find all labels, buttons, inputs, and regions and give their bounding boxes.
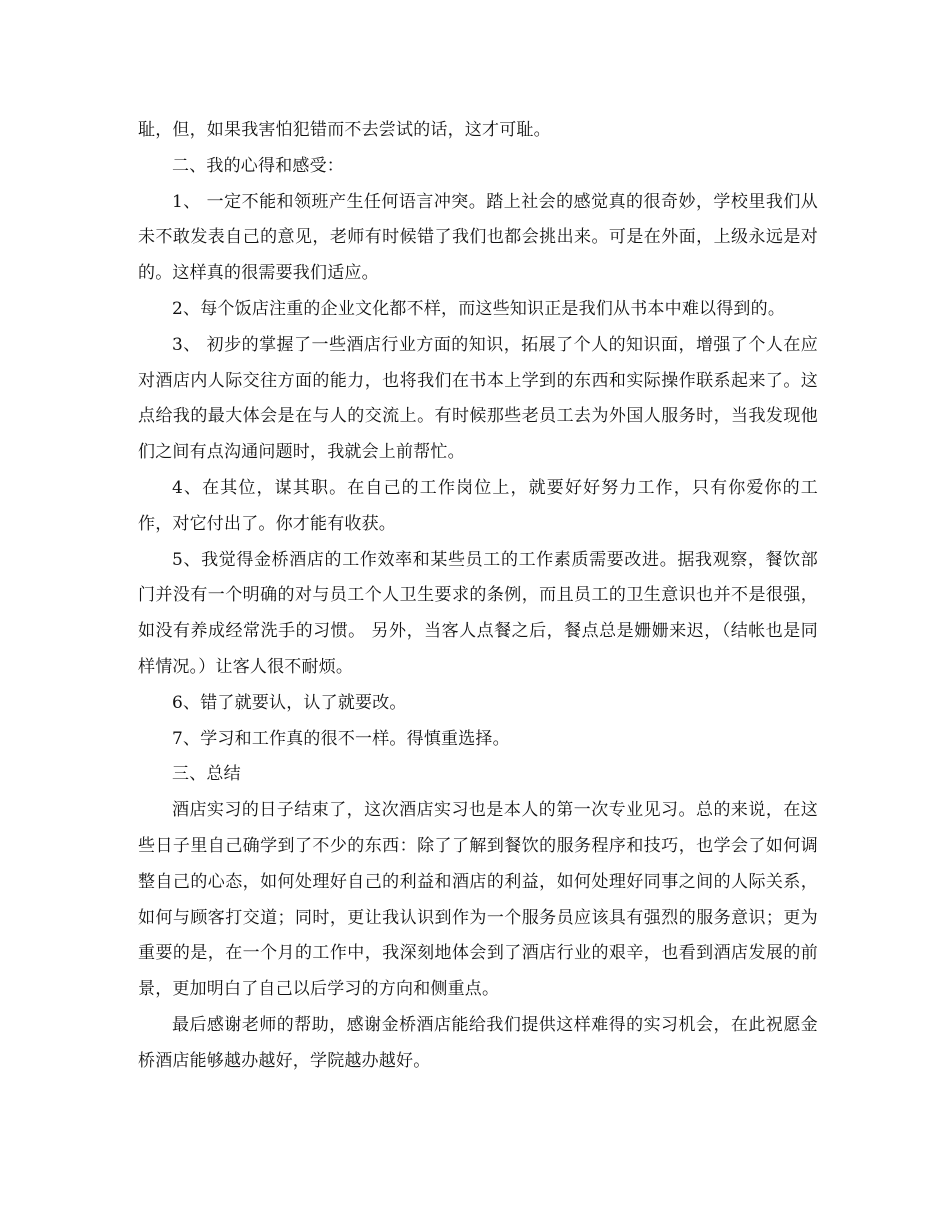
- section-heading-3: 三、总结: [172, 764, 241, 785]
- document-body: [138, 113, 818, 1080]
- list-item-6: 6、错了就要认，认了就要改。: [172, 692, 407, 713]
- list-item-4: 4、在其位，谋其职。在自己的工作岗位上，就要好好努力工作，只有你爱你的工作，对它付出了。你才能有收获。: [138, 477, 818, 534]
- list-item-7: 7、学习和工作真的很不一样。得慎重选择。: [172, 728, 510, 749]
- list-item-5: 5、我觉得金桥酒店的工作效率和某些员工的工作素质需要改进。据我观察，餐饮部门并没有一个明确的对与员工个人卫生要求的条例，而且员工的卫生意识也并不是很强，如没有养成经常洗手的习惯。 另外，当客人点餐之后，餐点总是姗姗来迟，（结帐也是同样情况。）让客人很不耐烦。: [138, 549, 818, 677]
- closing-paragraph: 最后感谢老师的帮助，感谢金桥酒店能给我们提供这样难得的实习机会，在此祝愿金桥酒店能够越办越好，学院越办越好。: [138, 1014, 818, 1071]
- summary-paragraph: 酒店实习的日子结束了，这次酒店实习也是本人的第一次专业见习。总的来说，在这些日子里自己确学到了不少的东西：除了了解到餐饮的服务程序和技巧，也学会了如何调整自己的心态，如何处理好自己的利益和酒店的利益，如何处理好同事之间的人际关系，如何与顾客打交道；同时，更让我认识到作为一个服务员应该具有强烈的服务意识；更为重要的是，在一个月的工作中，我深刻地体会到了酒店行业的艰辛，也看到酒店发展的前景，更加明白了自己以后学习的方向和侧重点。: [138, 800, 818, 1000]
- list-item-2: 2、每个饭店注重的企业文化都不样，而这些知识正是我们从书本中难以得到的。: [172, 298, 786, 319]
- paragraph-continuation: 耻，但，如果我害怕犯错而不去尝试的话，这才可耻。: [138, 120, 551, 140]
- section-heading-2: 二、我的心得和感受：: [172, 155, 344, 176]
- list-item-1: 1、 一定不能和领班产生任何语言冲突。踏上社会的感觉真的很奇妙，学校里我们从未不敢发表自己的意见，老师有时候错了我们也都会挑出来。可是在外面，上级永远是对的。这样真的很需要我们适应。: [138, 191, 818, 284]
- list-item-3: 3、 初步的掌握了一些酒店行业方面的知识，拓展了个人的知识面，增强了个人在应对酒店内人际交往方面的能力，也将我们在书本上学到的东西和实际操作联系起来了。这点给我的最大体会是在与人的交流上。有时候那些老员工去为外国人服务时，当我发现他们之间有点沟通问题时，我就会上前帮忙。: [138, 334, 818, 463]
